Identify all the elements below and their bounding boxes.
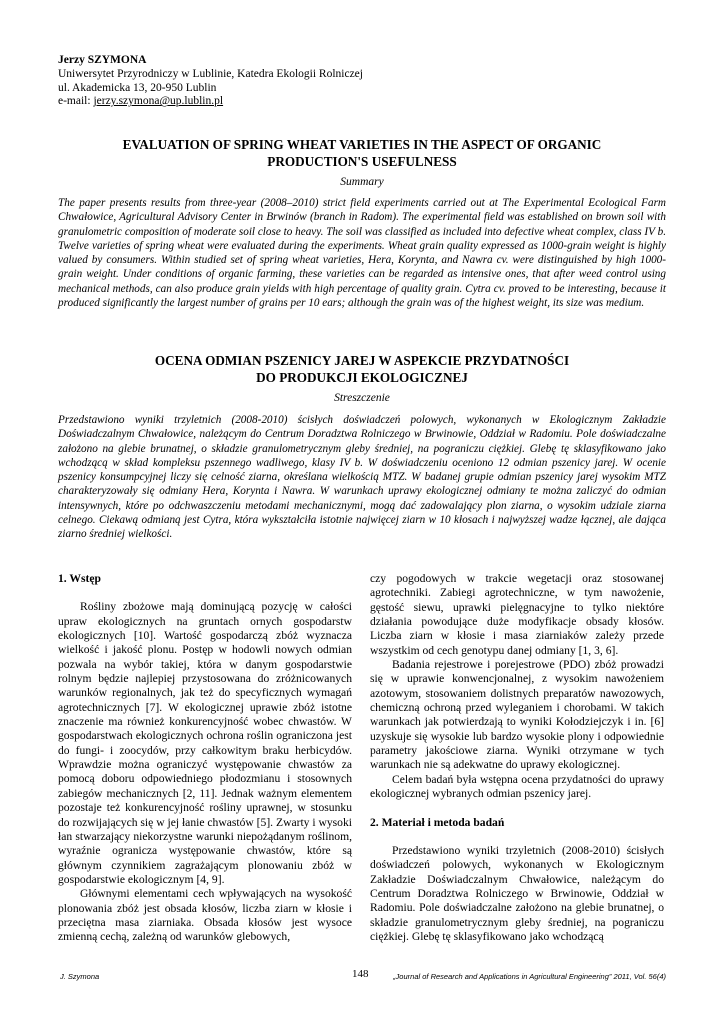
section-heading-intro: 1. Wstęp: [58, 572, 101, 585]
author-email-link[interactable]: jerzy.szymona@up.lublin.pl: [93, 95, 224, 108]
polish-title: [60, 352, 664, 386]
page-number: 148: [352, 968, 369, 980]
footer-author: J. Szymona: [60, 972, 100, 981]
english-summary: [58, 196, 666, 310]
polish-title-line1: OCENA ODMIAN PSZENICY JAREJ W ASPEKCIE PRZYDATNOŚCI: [154, 353, 570, 368]
author-block: [58, 54, 363, 109]
author-address: ul. Akademicka 13, 20-950 Lublin: [58, 81, 217, 94]
english-summary-heading: Summary: [340, 176, 384, 188]
polish-summary: [58, 413, 666, 542]
right-column: [370, 572, 664, 944]
author-name: Jerzy SZYMONA: [58, 54, 147, 66]
author-email-line: [58, 95, 363, 109]
paragraph: czy pogodowych w trakcie wegetacji oraz stosowanej agrotechniki. Zabiegi agrotechniczne, w tym nawożenie, gęstość siewu, uprawki pielęgnacyjne to tylko niektóre działania powodujące duże modyfikacje obsady kłosów. Liczba ziarn w kłosie i masa ziarniaków zależy przede wszystkim od cech genotypu danej odmiany [1, 3, 6].: [370, 572, 664, 657]
paragraph: Badania rejestrowe i porejestrowe (PDO) zbóż prowadzi się w uprawie konwencjonalnej, z wysokim nawożeniem azotowym, stosowaniem dolistnych preparatów nawozowych, chemiczną ochroną przed wyleganiem i chorobami. W takich warunkach jak potwierdzają to wyniki Kołodziejczyk i in. [6] uzyskuje się wysokie lub bardzo wysokie plony i odpowiednie parametry jakościowe ziarna. Wyniki otrzymane w tych warunkach nie są adekwatne do uprawy ekologicznej.: [370, 658, 664, 772]
polish-title-line2: DO PRODUKCJI EKOLOGICZNEJ: [256, 370, 468, 385]
paragraph: Przedstawiono wyniki trzyletnich (2008-2010) ścisłych doświadczeń polowych, wykonanych w Ekologicznym Zakładzie Doświadczalnym Chwałowice, należącym do Centrum Doradztwa Rolniczego w Brwinowie, Oddział w Radomiu. Pole doświadczalne założono na glebie brunatnej, o składzie granulometrycznym gleby średniej, na pograniczu ciężkiej. Glebę tę sklasyfikowano jako wchodzącą: [370, 843, 664, 943]
paragraph: Głównymi elementami cech wpływających na wysokość plonowania zbóż jest obsada kłosów, liczba ziarn w kłosie i przeciętna masa ziarniaka. Obsada kłosów jest wysoce zmienną cechą, zależną od warunków glebowych,: [58, 887, 352, 944]
email-label: e-mail:: [58, 95, 94, 108]
footer-journal: „Journal of Research and Applications in Agricultural Engineering” 2011, Vol. 56(4): [393, 972, 666, 981]
polish-summary-heading: Streszczenie: [334, 392, 390, 404]
english-title: [60, 136, 664, 170]
english-title-line1: EVALUATION OF SPRING WHEAT VARIETIES IN THE ASPECT OF ORGANIC: [122, 137, 602, 152]
english-summary-text: The paper presents results from three-year (2008–2010) strict field experiments carried out at The Experimental Ecological Farm Chwałowice, Agricultural Advisory Center in Brwinów (branch in Radom). The experimental field was established on brown soil with granulometric composition of moderate soil close to heavy. The soil was classified as included into defective wheat complex, class IV b. Twelve varieties of spring wheat were evaluated during the experiments. Wheat grain quality expressed as 1000-grain weight is highly valued by consumers. Within studied set of spring wheat varieties, Hera, Korynta, and Nawra cv. were distinguished by high 1000-grain weight. Under conditions of organic farming, these varieties can be regarded as intensive ones, that after weed control using mechanical methods, can also produce grain yields with high percentage of quality grain. Cytra cv. proved to be interesting, because it produced significantly the largest number of grains per 10 ears; although the grain was of the highest weight, its size was medium.: [58, 197, 666, 310]
paragraph: Celem badań była wstępna ocena przydatności do uprawy ekologicznej wybranych odmian pszenicy jarej.: [370, 772, 664, 801]
page-footer: [0, 968, 724, 988]
polish-summary-text: Przedstawiono wyniki trzyletnich (2008-2010) ścisłych doświadczeń polowych, wykonanych w Ekologicznym Zakładzie Doświadczalnym Chwałowice, należącym do Centrum Doradztwa Rolniczego w Brwinowie, Oddział w Radomiu. Pole doświadczalne założono na glebie brunatnej, o składzie granulometrycznym gleby średniej, na pograniczu ciężkiej. Glebę tę sklasyfikowano jako wchodzącą w skład kompleksu pszennego wadliwego, klasy IV b. W doświadczeniu oceniono 12 odmian pszenicy jarej. W ocenie pszenicy konsumpcyjnej liczy się celność ziarna, określana wielkością MTZ. W badanej grupie odmian pszenicy jarej wysokim MTZ charakteryzowały się odmiany Hera, Korynta i Nawra. W warunkach uprawy ekologicznej odmiany te można zaliczyć do odmian intensywnych, które po odchwaszczeniu metodami mechanicznymi, mogą dać zadowalający plon ziarna, o wysokim udziale ziarna celnego. Ciekawą odmianą jest Cytra, która wykształciła istotnie najwięcej ziarn w 10 kłosach i najwyższej wadze łącznej, ale dająca ziarno średniej wielkości.: [58, 414, 666, 541]
section-heading-methods: 2. Materiał i metoda badań: [370, 815, 505, 829]
left-column: [58, 572, 352, 945]
paragraph: Rośliny zbożowe mają dominującą pozycję w całości upraw ekologicznych na gruntach ornych gospodarstw ekologicznych [10]. Wartość gospodarczą zbóż wyznacza wielkość i jakość plonu. Postęp w hodowli nowych odmian pozwala na wybór takiej, która w danym gospodarstwie rolnym będzie najlepiej przystosowana do zróżnicowanych warunków regionalnych, jak też do specyficznych wymagań agrotechnicznych [7]. W ekologicznej uprawie zbóż istotne znaczenie ma również konkurencyjność wobec chwastów. W gospodarstwach ekologicznych ochrona roślin ograniczona jest do fungi- i zoocydów, przy całkowitym braku herbicydów. Wprawdzie można ograniczyć występowanie chwastów za pomocą doboru odpowiedniego płodozmianu i stosownych zabiegów mechanicznych [2, 11]. Jednak ważnym elementem pozostaje też konkurencyjność rośliny uprawnej, w stosunku do rozwijających się w jej łanie chwastów [5]. Zwarty i wysoki łan stwarzający niekorzystne warunki niepożądanym roślinom, wyraźnie ogranicza występowanie chwastów, które są głównym czynnikiem zagrażającym plonowaniu zbóż w gospodarstwie ekologicznym [4, 9].: [58, 600, 352, 886]
english-title-line2: PRODUCTION'S USEFULNESS: [267, 154, 457, 169]
author-affiliation: Uniwersytet Przyrodniczy w Lublinie, Katedra Ekologii Rolniczej: [58, 67, 363, 80]
